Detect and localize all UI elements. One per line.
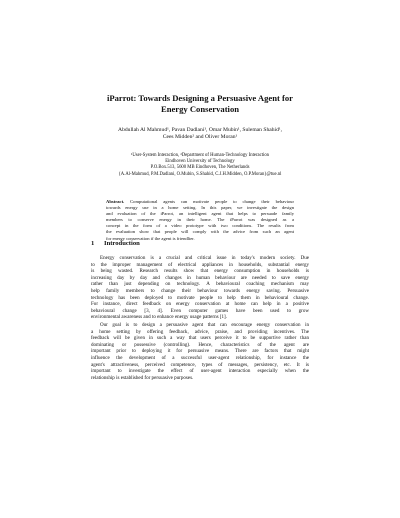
paragraph-line: influence the development of a successful user-agent relationship, for instance the bbox=[91, 354, 309, 361]
paragraph-line: feedback will be given in such a way that users perceive it to be supportive rather than bbox=[91, 335, 309, 342]
author-line: Abdullah Al Mahmud¹, Pavan Dadlani¹, Omar Mubin¹, Suleman Shahid¹, bbox=[118, 127, 282, 133]
paragraph-line: rather than just depending on technology. A behavioural coaching mechanism may bbox=[91, 281, 309, 288]
paragraph-line: agent's attractiveness, perceived competence, types of messages, persistency, etc. It is bbox=[91, 361, 309, 368]
section-title: Introduction bbox=[104, 240, 140, 247]
paragraph-line: Our goal is to design a persuasive agent that can encourage energy conservation in bbox=[100, 322, 309, 328]
abstract-line: members to conserve energy in their home. The iParrot was designed as a bbox=[106, 217, 294, 223]
paragraph-line: important prior to deploying it for persuasive means. There are factors that might bbox=[91, 348, 309, 355]
paragraph-line: For instance, direct feedback on energy conservation at home can help in a positive bbox=[91, 301, 309, 308]
affiliation-email-line: {A.Al-Mahmud, P.M.Dadlani, O.Mubin, S.Shahid, C.J.H.Midden, O.P.Moran}@tue.nl bbox=[118, 171, 282, 177]
section-number: 1 bbox=[91, 240, 95, 247]
abstract-line: the evaluation show that people will comply with the advice from such an agent bbox=[106, 229, 294, 235]
title-line: Energy Conservation bbox=[160, 104, 240, 114]
abstract-block bbox=[106, 199, 294, 242]
abstract-line: towards energy use in a home setting. In this paper, we investigate the design bbox=[106, 205, 294, 211]
abstract-label: Abstract. bbox=[106, 199, 125, 204]
paragraph-line: dominating or possessive (controlling). Hence, characteristics of the agent are bbox=[91, 341, 309, 348]
paragraph-line: important to investigate the effect of user-agent interaction especially when the bbox=[91, 368, 309, 375]
section-heading bbox=[91, 240, 140, 247]
paragraph-line: help family members to change their behaviour towards energy saving. Persuasive bbox=[91, 287, 309, 294]
title-line: iParrot: Towards Designing a Persuasive Agent for bbox=[106, 93, 294, 103]
intro-paragraph-2 bbox=[91, 322, 309, 381]
abstract-line: and evaluation of the iParrot, an intelligent agent that helps to persuade family bbox=[106, 211, 294, 217]
paragraph-line: to the improper management of electrical appliances in households, substantial energy bbox=[91, 261, 309, 268]
affiliation-line: P.O.Box.513, 5600 MB Eindhoven, The Netherlands bbox=[150, 165, 250, 171]
affiliation-line: ¹User-System Interaction, ²Department of Human-Technology Interaction bbox=[130, 153, 270, 158]
author-list bbox=[60, 127, 340, 142]
paragraph-line: environmental awareness and to enhance energy usage patterns [1]. bbox=[91, 314, 227, 321]
paragraph-line: Energy conservation is a crucial and critical issue in today's modern society. Due bbox=[100, 255, 309, 261]
paper-title bbox=[60, 93, 340, 115]
affiliation-block bbox=[60, 153, 340, 178]
abstract-line: concept in the form of a video prototype with two conditions. The results from bbox=[106, 223, 294, 229]
author-line: Cees Midden² and Oliver Moran¹ bbox=[162, 134, 238, 141]
abstract-line: for energy conservation if the agent is friendlier. bbox=[106, 235, 195, 241]
paragraph-line: a home setting by offering feedback, advice, praise, and providing incentives. The bbox=[91, 328, 309, 335]
abstract-line: Computational agents can motivate people to change their behaviour bbox=[130, 199, 294, 204]
paragraph-line: relationship is established for persuasive purposes. bbox=[91, 374, 194, 381]
paragraph-line: is being wasted. Research results show that energy consumption in households is bbox=[91, 268, 309, 275]
affiliation-line: Eindhoven University of Technology bbox=[165, 159, 235, 165]
intro-paragraph-1 bbox=[91, 255, 309, 321]
paragraph-line: behavioural change [3, 4]. Even computer games have been used to grow bbox=[91, 307, 309, 314]
paragraph-line: technology has been deployed to motivate people to help them in behavioural change. bbox=[91, 294, 309, 301]
paragraph-line: increasing day by day and changes in human behaviour are needed to save energy bbox=[91, 274, 309, 281]
